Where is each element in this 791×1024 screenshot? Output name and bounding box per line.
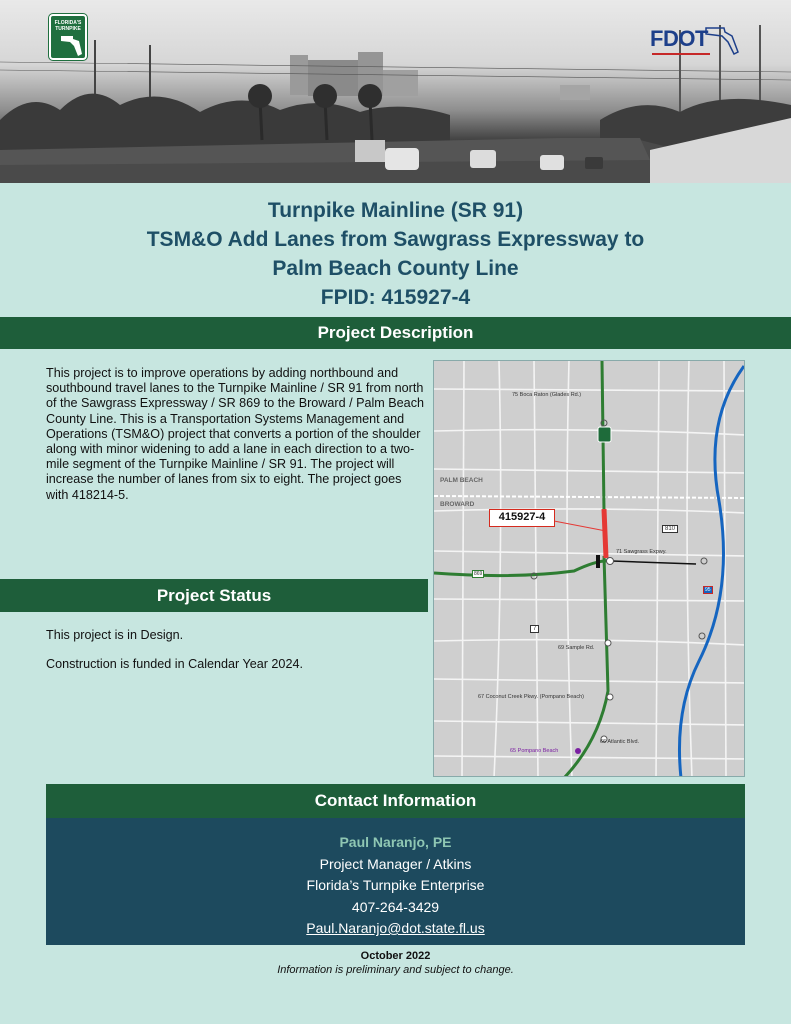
status-design: This project is in Design. [46, 628, 184, 642]
map-exit-69: 69 Sample Rd. [558, 645, 595, 651]
map-county-palm-beach: PALM BEACH [440, 477, 483, 484]
map-exit-65: 65 Pompano Beach [510, 748, 559, 754]
florida-outline-icon [650, 22, 742, 56]
project-description-heading: Project Description [0, 317, 791, 349]
map-exit-67: 67 Coconut Creek Pkwy. (Pompano Beach) [478, 694, 584, 700]
title-fpid: FPID: 415927-4 [320, 286, 471, 309]
map-roads [434, 361, 745, 777]
sr-7-shield: 7 [530, 625, 539, 633]
contact-name: Paul Naranjo, PE [339, 834, 452, 850]
florida-turnpike-logo [49, 14, 87, 60]
sr-869-shield: 869 [474, 571, 483, 577]
fdot-logo-text: FDOT [650, 26, 708, 51]
footer-date: October 2022 [360, 950, 431, 962]
title-line-3: Palm Beach County Line [272, 257, 519, 280]
i-95-shield: 95 [705, 587, 711, 593]
project-title [0, 196, 791, 312]
contact-phone[interactable]: 407-264-3429 [351, 898, 440, 915]
contact-organization: Florida’s Turnpike Enterprise [306, 877, 485, 893]
map-exit-75: 75 Boca Raton (Glades Rd.) [512, 392, 582, 398]
map-exit-66: 66 Atlantic Blvd. [600, 739, 640, 745]
contact-panel [46, 818, 745, 945]
header-banner-photo [0, 0, 791, 183]
map-exit-71: 71 Sawgrass Expwy. [616, 549, 667, 555]
turnpike-logo-text: FLORIDA'S TURNPIKE [54, 20, 82, 32]
contact-information-heading: Contact Information [46, 784, 745, 818]
contact-title: Project Manager / Atkins [319, 855, 472, 872]
contact-email-link[interactable]: Paul.Naranjo@dot.state.fl.us [306, 920, 485, 936]
project-status-heading: Project Status [0, 579, 428, 612]
status-funding: Construction is funded in Calendar Year 2024. [46, 657, 303, 671]
map-county-broward: BROWARD [440, 501, 475, 508]
project-location-map [433, 360, 745, 777]
footer [0, 950, 791, 976]
florida-shape-icon [51, 30, 89, 60]
footer-note: Information is preliminary and subject to change. [277, 964, 514, 976]
title-line-2: TSM&O Add Lanes from Sawgrass Expressway to [146, 228, 645, 251]
project-description-text: This project is to improve operations by adding northbound and southbound travel lanes to the Turnpike Mainline / SR 91 from north of the Sawgrass Expressway / SR 869 to the Broward / Palm Beach County Line. This is a Transportation Systems Management and Operations (TSM&O) project that converts a portion of the shoulder along with minor widening to add a lane in each direction to a two-mile segment of the Turnpike Mainline / SR 91. The project will increase the number of lanes from six to eight. The project goes with 418214-5. [46, 366, 424, 502]
fdot-logo [650, 22, 742, 56]
map-project-label: 415927-4 [489, 509, 555, 527]
project-status-text [46, 628, 303, 686]
title-line-1: Turnpike Mainline (SR 91) [267, 199, 524, 222]
sr-810-shield: 810 [662, 525, 678, 533]
